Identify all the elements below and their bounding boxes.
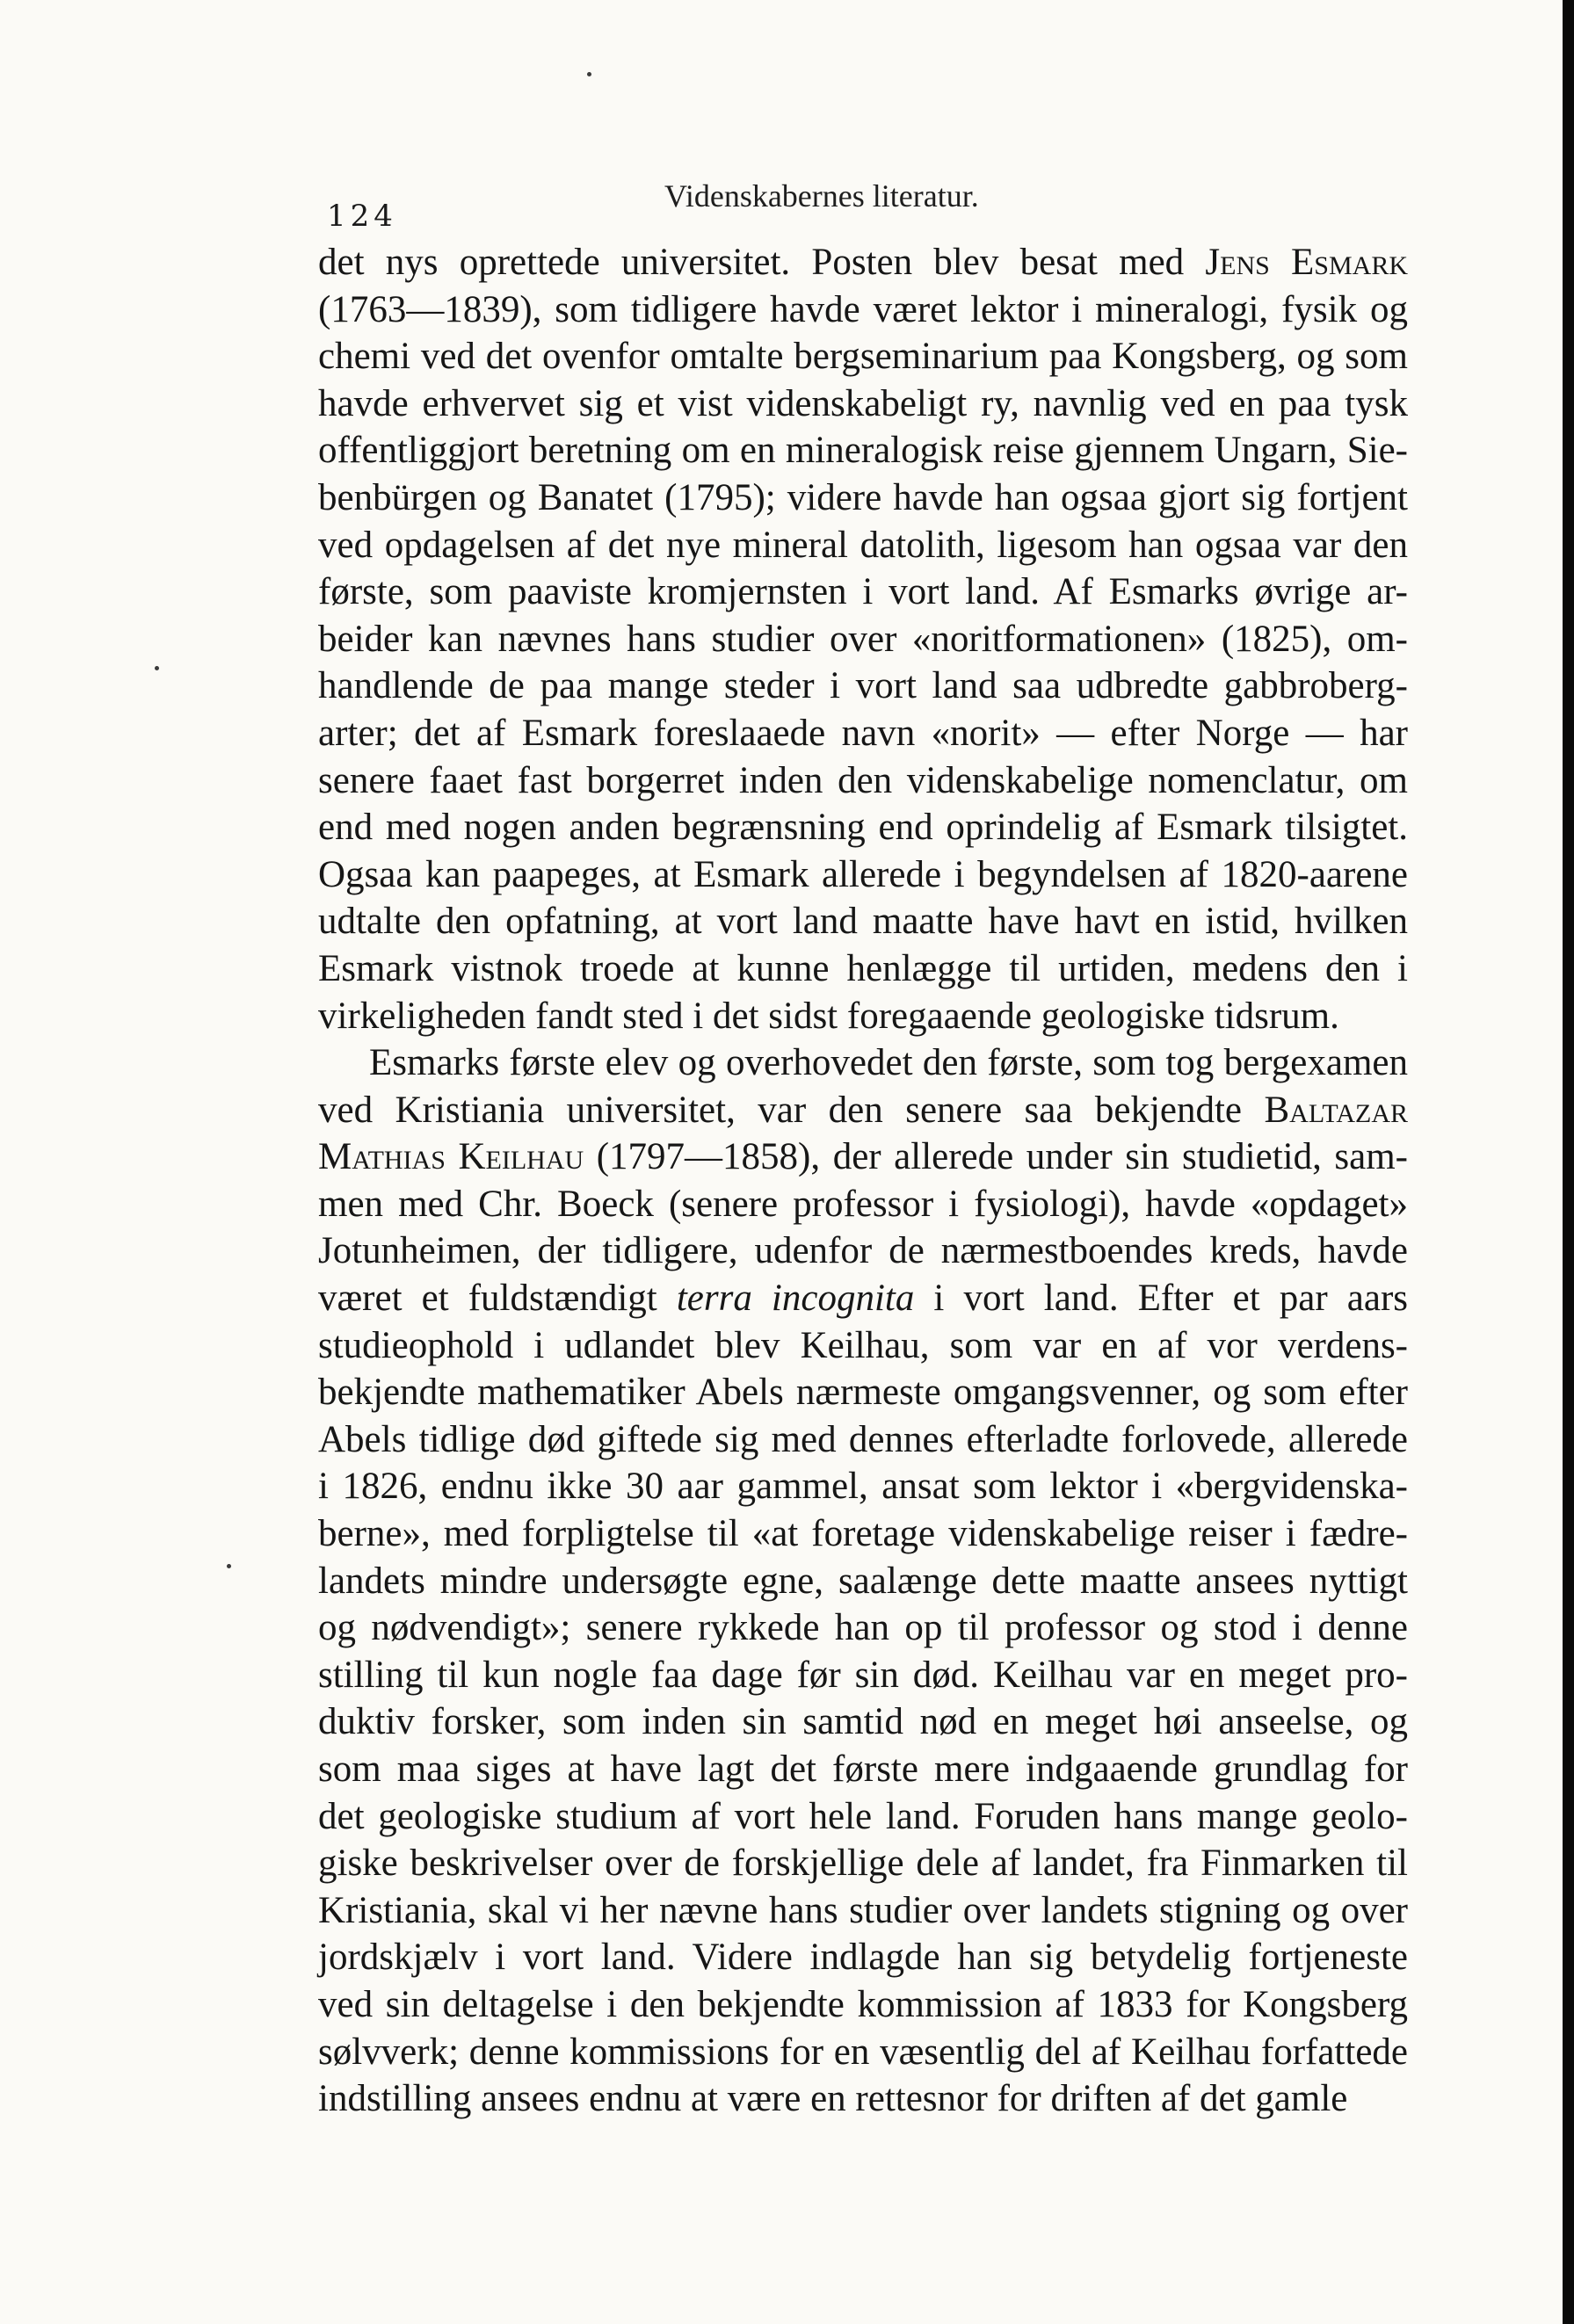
- text-line: [318, 333, 1408, 380]
- text-run: studieophold i udlandet blev Keilhau, som var en af vor verdens-: [318, 1324, 1408, 1366]
- author-name: Jens Esmark: [1205, 242, 1409, 283]
- text-run: senere faaet fast borgerret inden den videnskabelige nomenclatur, om: [318, 759, 1408, 801]
- text-run: men med Chr. Boeck (senere professor i fysiologi), havde «opdaget»: [318, 1183, 1408, 1225]
- body-text: [318, 239, 1408, 2123]
- text-line: [318, 1652, 1408, 1699]
- scan-edge: [1563, 0, 1574, 2324]
- text-line: [318, 522, 1408, 569]
- text-line: [318, 616, 1408, 663]
- text-run: virkeligheden fandt sted i det sidst foregaaende geologiske tidsrum.: [318, 995, 1339, 1037]
- text-run: landets mindre undersøgte egne, saalænge dette maatte ansees nyttigt: [318, 1560, 1408, 1602]
- text-line: [318, 1840, 1408, 1887]
- paragraph: [318, 1039, 1408, 2123]
- text-line: [318, 1227, 1408, 1275]
- text-line: [318, 286, 1408, 334]
- text-run: udtalte den opfatning, at vort land maatte have havt en istid, hvilken: [318, 901, 1408, 943]
- text-run: handlende de paa mange steder i vort land saa udbredte gabbroberg-: [318, 665, 1408, 707]
- text-line: [318, 757, 1408, 805]
- text-run: giske beskrivelser over de forskjellige dele af landet, fra Finmarken til: [318, 1843, 1408, 1885]
- text-line: [318, 710, 1408, 757]
- text-line: [318, 945, 1408, 993]
- text-line: [318, 474, 1408, 522]
- text-run: som maa siges at have lagt det første mere indgaaende grundlag for: [318, 1748, 1408, 1790]
- text-line: [318, 380, 1408, 428]
- text-run: duktiv forsker, som inden sin samtid nød en meget høi anseelse, og: [318, 1701, 1408, 1743]
- text-run: Abels tidlige død giftede sig med dennes efterladte forlovede, allerede: [318, 1418, 1408, 1460]
- text-line: [318, 1981, 1408, 2029]
- text-run: jordskjælv i vort land. Videre indlagde han sig betydelig fortjeneste: [318, 1937, 1408, 1979]
- text-line: [318, 427, 1408, 474]
- text-line: [318, 1275, 1408, 1322]
- text-line: [318, 1887, 1408, 1935]
- paragraph: [318, 239, 1408, 1039]
- text-run: offentliggjort beretning om en mineralogisk reise gjennem Ungarn, Sie-: [318, 430, 1408, 472]
- text-run: det geologiske studium af vort hele land. Foruden hans mange geolo-: [318, 1795, 1408, 1837]
- text-run: Jotunheimen, der tidligere, udenfor de nærmestboendes kreds, havde: [318, 1230, 1408, 1272]
- print-speck: [227, 1564, 231, 1568]
- text-run: været et fuldstændigt: [318, 1278, 677, 1320]
- print-speck: [155, 666, 159, 670]
- text-line: [318, 1934, 1408, 1981]
- text-run: arter; det af Esmark foreslaaede navn «norit» — efter Norge — har: [318, 712, 1408, 754]
- text-run: i vort land. Efter et par aars: [914, 1278, 1408, 1320]
- text-line: [318, 2029, 1408, 2076]
- text-run: Kristiania, skal vi her nævne hans studier over landets stigning og over: [318, 1889, 1408, 1931]
- text-line: [318, 1558, 1408, 1605]
- text-run: i 1826, endnu ikke 30 aar gammel, ansat som lektor i «bergvidenska-: [318, 1466, 1408, 1508]
- text-run: ved opdagelsen af det nye mineral datolith, ligesom han ogsaa var den: [318, 524, 1408, 566]
- text-run: havde erhvervet sig et vist videnskabeligt ry, navnlig ved en paa tysk: [318, 382, 1408, 424]
- text-run: første, som paaviste kromjernsten i vort land. Af Esmarks øvrige ar-: [318, 571, 1408, 613]
- author-name: Mathias Keilhau: [318, 1136, 584, 1178]
- text-run: (1797—1858), der allerede under sin studietid, sam-: [584, 1136, 1408, 1178]
- text-run: ved sin deltagelse i den bekjendte kommission af 1833 for Kongsberg: [318, 1983, 1408, 2025]
- text-line: [318, 662, 1408, 710]
- page-number: 124: [327, 199, 397, 234]
- text-run: Esmarks første elev og overhovedet den første, som tog bergexamen: [369, 1042, 1408, 1084]
- text-line: [318, 1322, 1408, 1370]
- text-run: beider kan nævnes hans studier over «noritformationen» (1825), om-: [318, 618, 1408, 660]
- text-run: sølvverk; denne kommissions for en væsentlig del af Keilhau forfattede: [318, 2031, 1408, 2073]
- text-run: benbürgen og Banatet (1795); videre havde han ogsaa gjort sig fortjent: [318, 476, 1408, 518]
- text-run: berne», med forpligtelse til «at foretage videnskabelige reiser i fædre-: [318, 1513, 1408, 1555]
- text-run: chemi ved det ovenfor omtalte bergseminarium paa Kongsberg, og som: [318, 336, 1408, 378]
- text-line: [318, 898, 1408, 945]
- text-line: [318, 1793, 1408, 1841]
- text-run: ved Kristiania universitet, var den senere saa bekjendte: [318, 1089, 1265, 1131]
- text-line: [318, 1463, 1408, 1510]
- text-line: [318, 239, 1408, 286]
- text-run: indstilling ansees endnu at være en rettesnor for driften af det gamle: [318, 2078, 1348, 2120]
- running-head: [327, 177, 1522, 234]
- text-line: [318, 1746, 1408, 1793]
- text-run: Ogsaa kan paapeges, at Esmark allerede i begyndelsen af 1820-aarene: [318, 853, 1408, 895]
- text-run: stilling til kun nogle faa dage før sin død. Keilhau var en meget pro-: [318, 1654, 1408, 1696]
- text-line: [318, 1039, 1408, 1087]
- text-run: Esmark vistnok troede at kunne henlægge til urtiden, medens den i: [318, 947, 1408, 989]
- emphasis: terra incognita: [676, 1278, 915, 1320]
- text-line: [318, 1369, 1408, 1416]
- text-line: [318, 1133, 1408, 1181]
- running-title: Videnskabernes literatur.: [664, 178, 979, 214]
- text-run: bekjendte mathematiker Abels nærmeste omgangsvenner, og som efter: [318, 1372, 1408, 1414]
- text-line: [318, 804, 1408, 851]
- text-line: [318, 1087, 1408, 1134]
- text-run: det nys oprettede universitet. Posten blev besat med: [318, 242, 1206, 283]
- text-line: [318, 1604, 1408, 1652]
- text-line: [318, 1510, 1408, 1558]
- print-speck: [587, 72, 591, 76]
- text-line: [318, 1181, 1408, 1228]
- text-line: [318, 993, 1408, 1040]
- text-line: [318, 1416, 1408, 1464]
- text-line: [318, 2075, 1408, 2123]
- text-run: og nødvendigt»; senere rykkede han op til professor og stod i denne: [318, 1607, 1408, 1649]
- text-line: [318, 568, 1408, 616]
- text-line: [318, 1698, 1408, 1746]
- text-run: end med nogen anden begrænsning end oprindelig af Esmark tilsigtet.: [318, 807, 1408, 849]
- author-name: Baltazar: [1264, 1089, 1408, 1131]
- text-run: (1763—1839), som tidligere havde været lektor i mineralogi, fysik og: [318, 288, 1408, 330]
- text-line: [318, 851, 1408, 899]
